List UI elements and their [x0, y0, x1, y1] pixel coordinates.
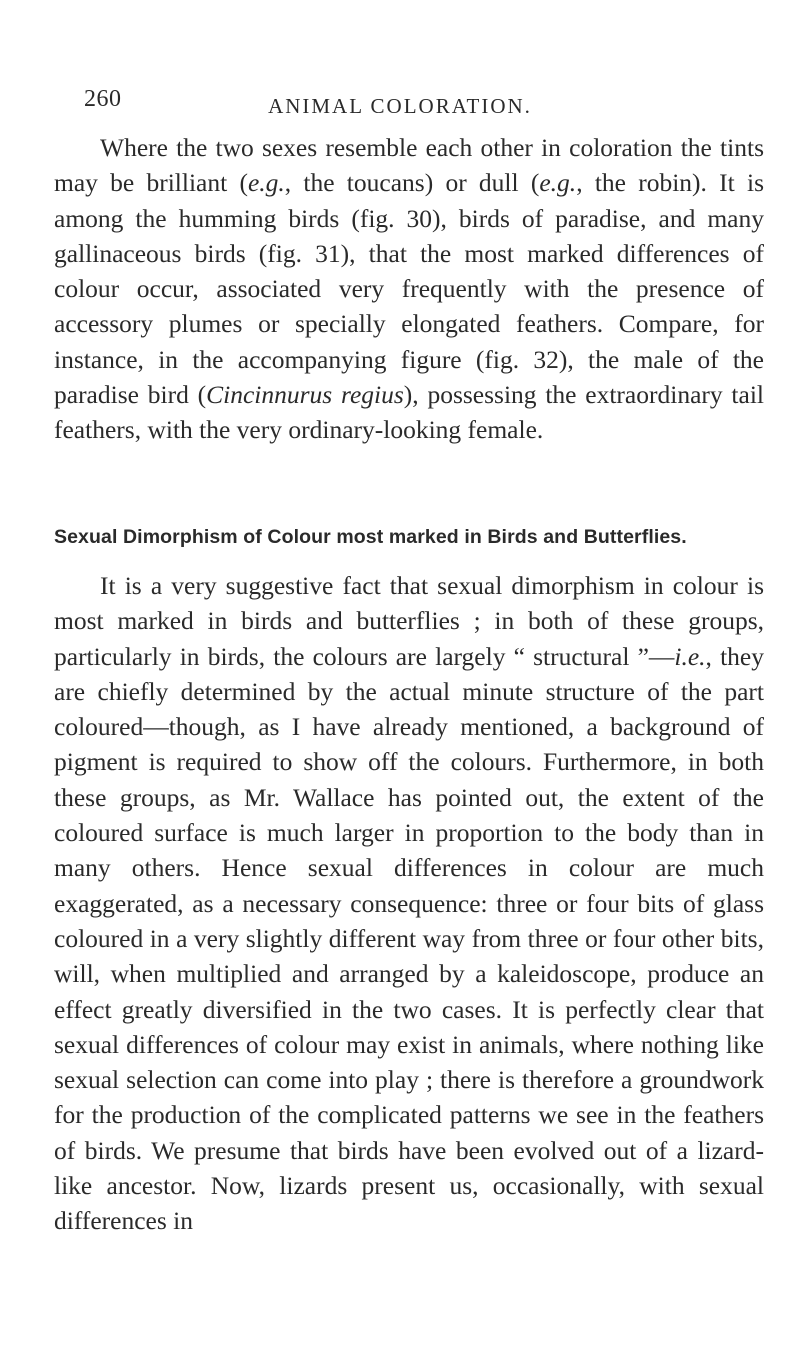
- text-span: , they are chiefly determined by the actual minute structure of the part coloured—though, as I have already mentioned, a background of pigment is required to show off the colours. Furthermore, in both these groups, as Mr. Wallace has pointed out, the extent of the coloured surface is much larger in proportion to the body than in many others. Hence sexual differences in colour are much exaggerated, as a necessary consequence: three or four bits of glass coloured in a very slightly different way from three or four other bits, will, when multiplied and arranged by a kaleidoscope, produce an effect greatly diversified in the two cases. It is perfectly clear that sexual differences of colour may exist in animals, where nothing like sexual selection can come into play ; there is therefore a groundwork for the production of the complicated patterns we see in the feathers of birds. We presume that birds have been evolved out of a lizard-like ancestor. Now, lizards present us, occasionally, with sexual differences in: [54, 641, 764, 1236]
- italic-span: i.e.: [674, 641, 706, 671]
- paragraph-2: [54, 568, 764, 1239]
- text-span: , the toucans) or dull (: [284, 168, 540, 198]
- text-span: It is a very suggestive fact that sexual dimorphism in colour is most marked in birds and butterflies ; in both of these groups, particularly in birds, the colours are largely “ structural ”—: [54, 571, 764, 671]
- italic-span: e.g.: [539, 168, 577, 198]
- text-span: ), possessing the extraordinary tail feathers, with the very ordinary-looking female.: [54, 380, 764, 445]
- species-name: Cincinnurus regius: [206, 380, 404, 410]
- running-head: ANIMAL COLORATION.: [268, 94, 532, 118]
- paragraph-1: [54, 130, 764, 448]
- italic-span: e.g.: [247, 168, 285, 198]
- text-span: , the robin). It is among the humming birds (fig. 30), birds of paradise, and many gallinaceous birds (fig. 31), that the most marked differences of colour occur, associated very frequently with the presence of accessory plumes or specially elongated feathers. Compare, for instance, in the accompanying figure (fig. 32), the male of the paradise bird (: [54, 168, 764, 410]
- text-span: Where the two sexes resemble each other in coloration the tints may be brilliant (: [54, 133, 764, 198]
- section-heading: Sexual Dimorphism of Colour most marked in Birds and Butterflies.: [54, 526, 687, 548]
- page-number: 260: [84, 86, 122, 112]
